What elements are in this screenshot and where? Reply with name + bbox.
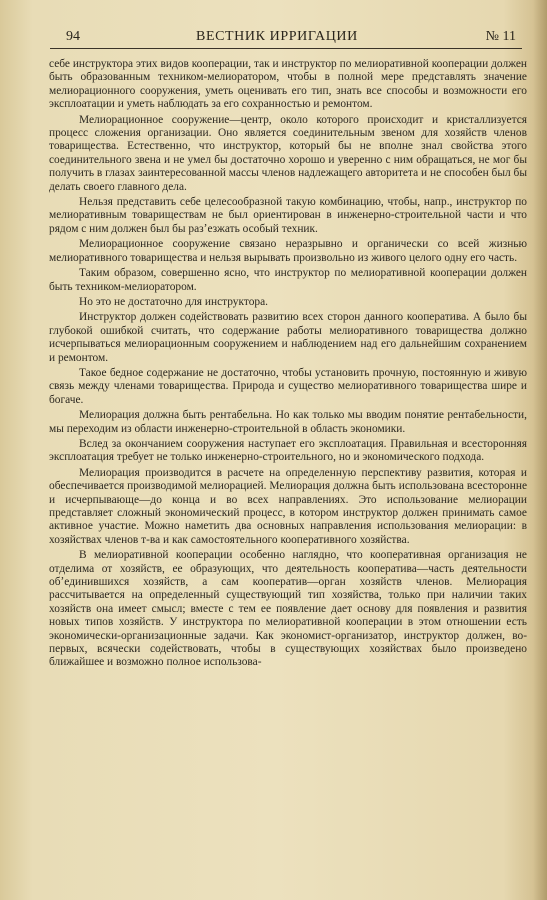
paragraph: Мелиорационное сооружение—центр, около которого происходит и кристаллизуется процесс сложения организации. Оно является соединительным звеном для хозяйств членов товарищества. Естественно, что инструктор, который бы не вполне знал свойства этого соединительного звена и не умел бы достаточно хорошо и уверенно с ним обращаться, не мог бы получить в глазах заинтересованной массы членов надлежащего авторитета и не способен был бы делать своего главного дела. xyxy=(49,113,527,193)
paragraph: себе инструктора этих видов кооперации, так и инструктор по мелиоративной кооперации должен быть образованным техником-мелиоратором, чтобы в полной мере представлять значение мелиорационного сооружения, уметь оценивать его тип, знать все способы и возможности его эксплоатации и уметь наблюдать за его сохранностью и ремонтом. xyxy=(49,58,527,111)
header-rule xyxy=(50,48,522,49)
paragraph: Инструктор должен содействовать развитию всех сторон данного кооператива. А было бы глубокой ошибкой считать, что содержание работы мелиоративного товарищества должно исчерпываться мелиорационным сооружением и наблюдением над его дальнейшим сохранением и ремонтом. xyxy=(49,311,527,364)
paragraph: В мелиоративной кооперации особенно наглядно, что кооперативная организация не отделима от хозяйств, ее образующих, что деятельность кооператива—часть деятельности обʼединившихся хозяйств, а сам кооператив—орган хозяйств членов. Мелиорация рассчитывается на определенный существующий тип хозяйства, только при наличии таких хозяйств она имеет смысл; вместе с тем ее появление дает основу для появления и развития новых типов хозяйств. У инструктора по мелиоративной кооперации в этом отношении есть экономически-организационные задачи. Как экономист-организатор, инструктор должен, во-первых, всячески содействовать, чтобы в существующих хозяйствах было произведено ближайшее и возможно полное использова- xyxy=(49,549,527,669)
page-header xyxy=(58,29,518,47)
paragraph: Такое бедное содержание не достаточно, чтобы установить прочную, постоянную и живую связь между членами товарищества. Природа и существо мелиоративного товарищества шире и богаче. xyxy=(49,366,527,406)
paragraph: Вслед за окончанием сооружения наступает его эксплоатация. Правильная и всесторонняя эксплоатация требует не только инженерно-строительного, но и экономического подхода. xyxy=(49,437,527,464)
paragraph: Мелиорация производится в расчете на определенную перспективу развития, которая и обеспечивается производимой мелиорацией. Мелиорация должна быть использована всесторонне и исчерпывающе—до конца и во всех направлениях. Это использование мелиорации представляет сложный экономический процесс, в котором инструктор должен принимать самое активное участие. Можно наметить два основных направления использования мелиорации: в хозяйствах членов т-ва и как самостоятельного кооперативного хозяйства. xyxy=(49,466,527,546)
paragraph: Но это не достаточно для инструктора. xyxy=(79,295,269,308)
article-body xyxy=(49,58,527,672)
page-number: 94 xyxy=(66,29,80,44)
paragraph: Таким образом, совершенно ясно, что инструктор по мелиоративной кооперации должен быть техником-мелиоратором. xyxy=(49,267,527,293)
issue-number: № 11 xyxy=(485,29,516,44)
journal-title: ВЕСТНИК ИРРИГАЦИИ xyxy=(196,29,358,44)
page-edge-shadow xyxy=(533,0,547,900)
paragraph: Мелиорационное сооружение связано неразрывно и органически со всей жизнью мелиоративного товарищества и нельзя вырывать произвольно из живого целого одну его часть. xyxy=(49,238,527,264)
paragraph: Нельзя представить себе целесообразной такую комбинацию, чтобы, напр., инструктор по мелиоративным товариществам не был ориентирован в инженерно-строительной части и что рядом с ним должен был бы разʼезжать особый техник. xyxy=(49,196,527,235)
paragraph: Мелиорация должна быть рентабельна. Но как только мы вводим понятие рентабельности, мы переходим из области инженерно-строительной в область экономики. xyxy=(49,409,527,435)
